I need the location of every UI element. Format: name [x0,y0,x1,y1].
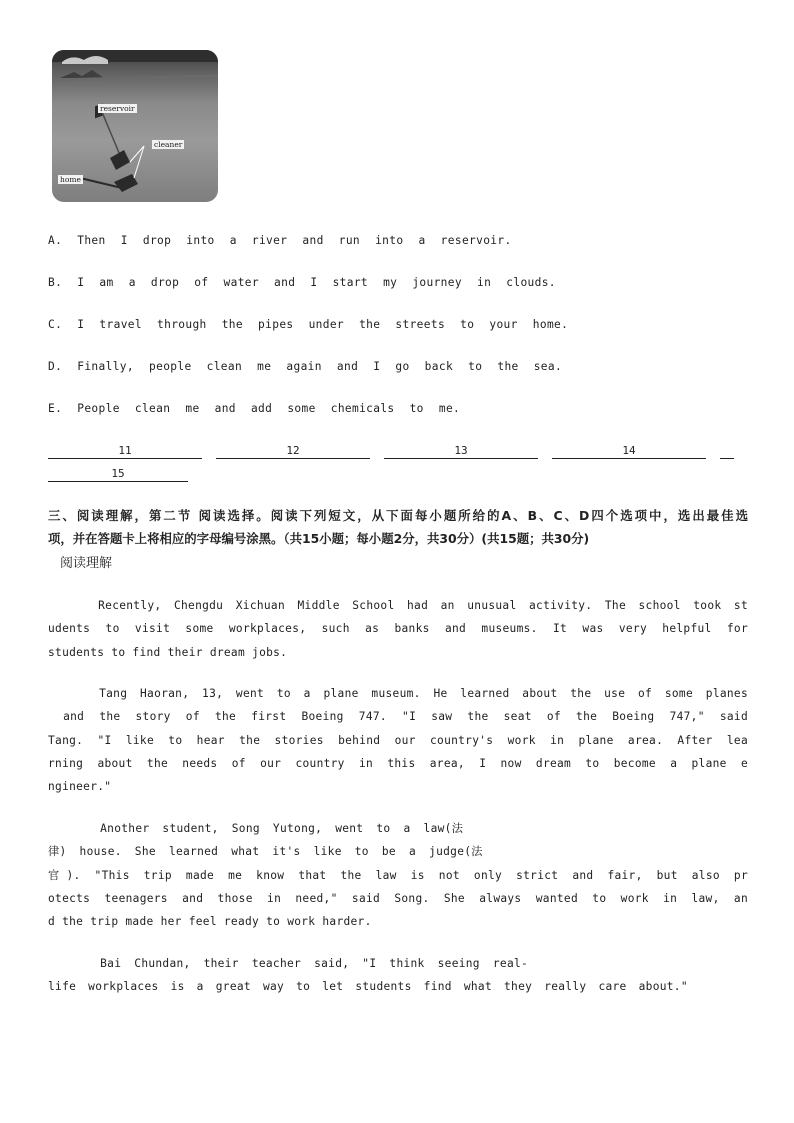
passage-paragraph-3: Another student, Song Yutong, went to a law(法 律) house. She learned what it's like to be a judge(法 官). "This trip made me know that the law is not only strict and fair, but also pr otects teenagers and those in need," said Song. She always wanted to work in law, an d the trip made her feel ready to work harder. [48,822,748,929]
answer-blank-14[interactable]: 14 [552,444,706,459]
answer-blank-11[interactable]: 11 [48,444,202,459]
reading-subheading: 阅读理解 [60,556,113,571]
answer-blank-15[interactable]: 15 [48,467,188,482]
section-heading-line-1: 三、阅读理解，第二节 阅读选择。阅读下列短文，从下面每小题所给的A、B、C、D四个选项中，选出最佳选 [48,508,748,523]
water-journey-figure [52,50,218,202]
home-label: home [60,175,81,184]
answer-blank-15-start [720,444,734,459]
option-b: B. I am a drop of water and I start my journey in clouds. [48,276,556,289]
option-c: C. I travel through the pipes under the streets to your home. [48,318,569,331]
reservoir-label: reservoir [100,104,135,113]
section-heading-line-2: 项，并在答题卡上将相应的字母编号涂黑。（共15小题；每小题2分，共30分）(共15题；共30分) [48,531,590,546]
section-heading [48,504,748,550]
option-e: E. People clean me and add some chemicals to me. [48,402,461,415]
passage-paragraph-1: Recently, Chengdu Xichuan Middle School had an unusual activity. The school took st udents to visit some workplaces, such as banks and museums. It was very helpful for students to find their dream jobs. [48,599,748,659]
option-a: A. Then I drop into a river and run into a reservoir. [48,234,512,247]
option-d: D. Finally, people clean me again and I go back to the sea. [48,360,563,373]
passage-paragraph-2: Tang Haoran, 13, went to a plane museum. He learned about the use of some planes and the story of the first Boeing 747. "I saw the seat of the Boeing 747," said Tang. "I like to hear the stories behind our country's work in plane area. After lea rning about the needs of our country in this area, I now dream to become a plane e ngineer." [48,687,748,794]
passage-paragraph-4: Bai Chundan, their teacher said, "I think seeing real- life workplaces is a great way to let students find what they really care about." [48,957,688,994]
cleaner-label: cleaner [154,140,183,149]
answer-blank-12[interactable]: 12 [216,444,370,459]
answer-blank-13[interactable]: 13 [384,444,538,459]
